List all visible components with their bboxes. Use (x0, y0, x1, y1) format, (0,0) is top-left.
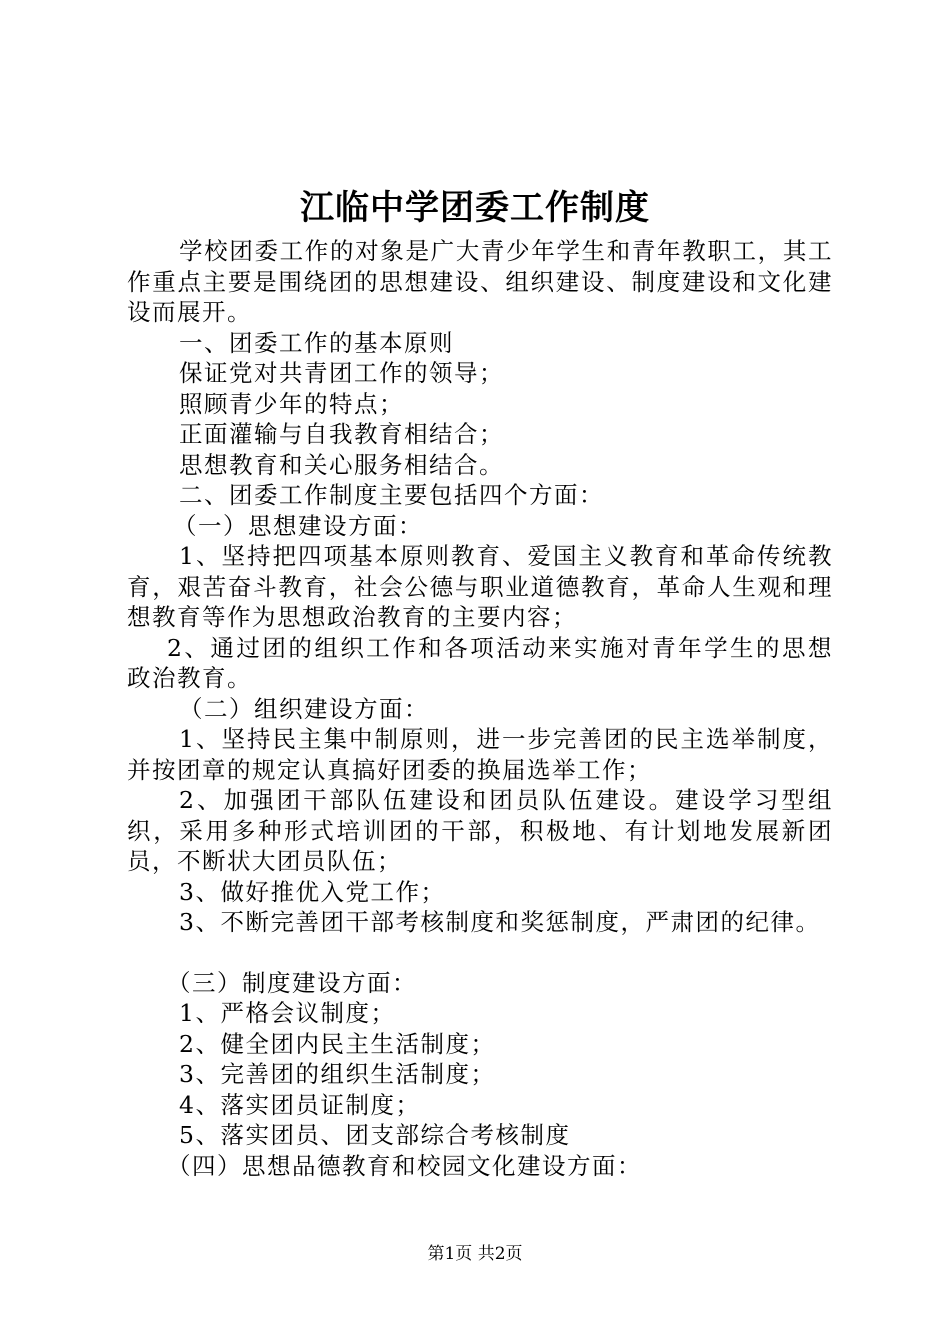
principle-item: 正面灌输与自我教育相结合； (179, 420, 504, 448)
list-item: 5、落实团员、团支部综合考核制度 (179, 1121, 571, 1149)
list-item: 1、严格会议制度； (179, 999, 396, 1027)
list-paragraph: 1、坚持把四项基本原则教育、爱国主义教育和革命传统教育，艰苦奋斗教育，社会公德与职业道德教育，革命人生观和理想教育等作为思想政治教育的主要内容； (127, 542, 833, 631)
list-item: 4、落实团员证制度； (179, 1090, 421, 1119)
section-heading-system: 二、团委工作制度主要包括四个方面： (179, 481, 604, 509)
list-paragraph: 3、不断完善团干部考核制度和奖惩制度，严肃团的纪律。 (179, 908, 821, 936)
subsection-heading-ideology: （一）思想建设方面： (173, 511, 423, 540)
principle-item: 保证党对共青团工作的领导； (179, 359, 504, 387)
section-heading-principles: 一、团委工作的基本原则 (179, 328, 454, 357)
list-paragraph: 2、加强团干部队伍建设和团员队伍建设。建设学习型组织，采用多种形式培训团的干部，积极地、有计划地发展新团员，不断状大团员队伍； (127, 786, 833, 875)
subsection-heading-culture: （四）思想品德教育和校园文化建设方面： (167, 1151, 642, 1180)
list-item: 3、完善团的组织生活制度； (179, 1060, 496, 1088)
document-body (127, 236, 833, 1181)
page-footer: 第1页 共2页 (427, 1244, 523, 1264)
document-title: 江临中学团委工作制度 (300, 188, 650, 228)
list-item: 2、健全团内民主生活制度； (179, 1029, 496, 1058)
principle-item: 思想教育和关心服务相结合。 (179, 450, 504, 479)
subsection-heading-rules: （三）制度建设方面： (167, 968, 417, 997)
intro-paragraph: 学校团委工作的对象是广大青少年学生和青年教职工，其工作重点主要是围绕团的思想建设、组织建设、制度建设和文化建设而展开。 (127, 237, 833, 326)
principle-item: 照顾青少年的特点； (179, 389, 404, 418)
list-paragraph: 3、做好推优入党工作； (179, 877, 446, 906)
subsection-heading-organization: （二）组织建设方面： (179, 694, 429, 723)
list-paragraph: 1、坚持民主集中制原则，进一步完善团的民主选举制度，并按团章的规定认真搞好团委的换届选举工作； (127, 725, 833, 784)
list-paragraph: 2、通过团的组织工作和各项活动来实施对青年学生的思想政治教育。 (127, 633, 833, 692)
